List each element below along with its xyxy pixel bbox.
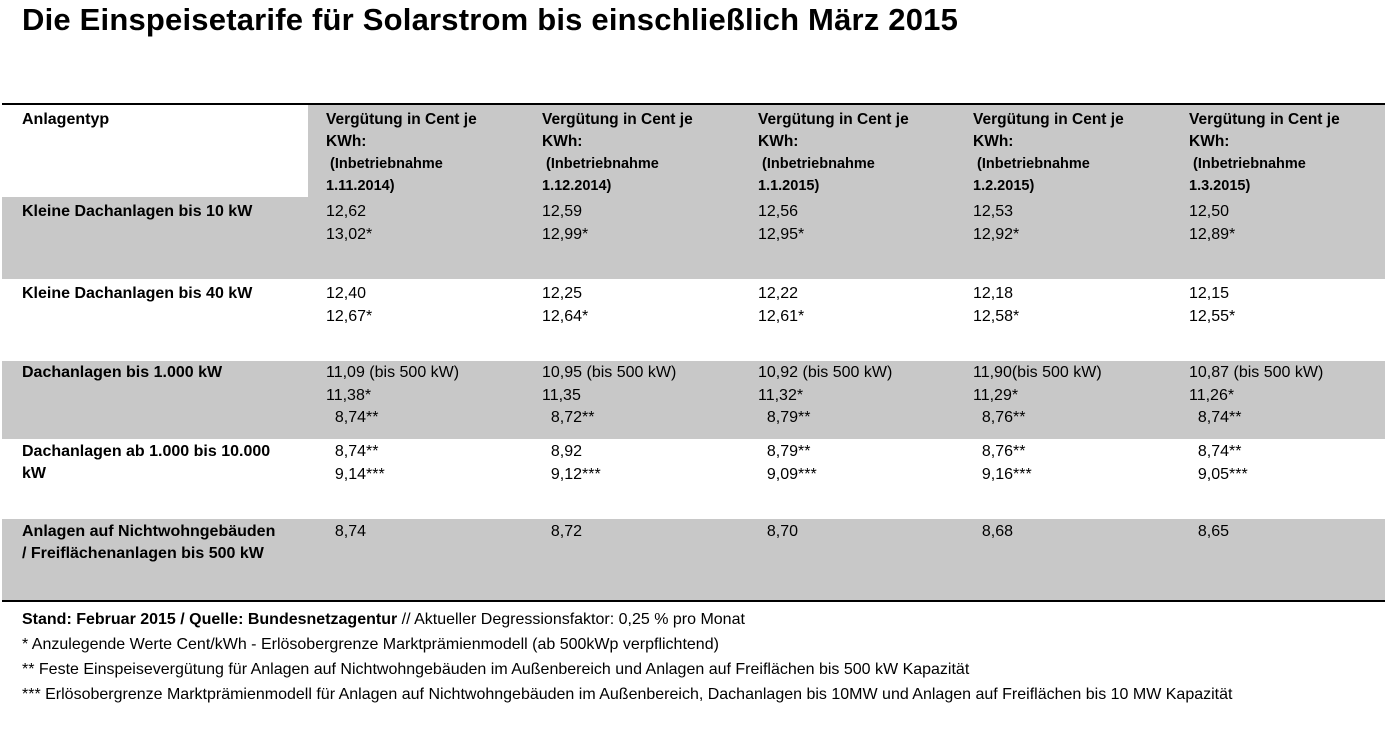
page-title: Die Einspeisetarife für Solarstrom bis einschließlich März 2015 — [22, 2, 959, 37]
table-row — [2, 361, 1385, 439]
footnote-1: * Anzulegende Werte Cent/kWh - Erlösobergrenze Marktprämienmodell (ab 500kWp verpflichtend) — [22, 636, 719, 653]
table-cell: 12,59 12,99* — [542, 203, 589, 243]
table-cell: 10,92 (bis 500 kW) 11,32* 8,79** — [758, 364, 893, 426]
table-cell: 12,25 12,64* — [542, 285, 589, 325]
row-label: Dachanlagen ab 1.000 bis 10.000 kW — [22, 443, 271, 482]
row-label: Dachanlagen bis 1.000 kW — [22, 364, 223, 381]
table-cell: 12,15 12,55* — [1189, 285, 1236, 325]
table-cell: 8,74** 9,05*** — [1189, 443, 1248, 483]
table-cell: 10,95 (bis 500 kW) 11,35 8,72** — [542, 364, 677, 426]
row-label: Anlagen auf Nichtwohngebäuden / Freiflächenanlagen bis 500 kW — [22, 523, 276, 562]
footnote-3: *** Erlösobergrenze Marktprämienmodell für Anlagen auf Nichtwohngebäuden im Außenbereich, Dachanlagen bis 10MW und Anlagen auf Freiflächen bis 10 MW Kapazität — [22, 686, 1233, 703]
table-cell: 11,90(bis 500 kW) 11,29* 8,76** — [973, 364, 1102, 426]
table-cell: 8,68 — [973, 523, 1014, 540]
table-cell: 12,50 12,89* — [1189, 203, 1236, 243]
table-cell: 8,76** 9,16*** — [973, 443, 1032, 483]
table-cell: 12,62 13,02* — [326, 203, 373, 243]
table-cell: 8,79** 9,09*** — [758, 443, 817, 483]
header-col-5: Vergütung in Cent je KWh: (Inbetriebnahme 1.3.2015) — [1189, 111, 1340, 194]
footnote-source: Stand: Februar 2015 / Quelle: Bundesnetzagentur // Aktueller Degressionsfaktor: 0,25 % pro Monat — [22, 611, 745, 628]
table-cell: 10,87 (bis 500 kW) 11,26* 8,74** — [1189, 364, 1324, 426]
row-label: Kleine Dachanlagen bis 10 kW — [22, 203, 253, 220]
header-anlagentyp: Anlagentyp — [22, 111, 110, 128]
table-row — [2, 439, 1385, 519]
table-cell: 12,40 12,67* — [326, 285, 373, 325]
header-col-3: Vergütung in Cent je KWh: (Inbetriebnahme 1.1.2015) — [758, 111, 909, 194]
table-cell: 8,74** 9,14*** — [326, 443, 385, 483]
footnote-2: ** Feste Einspeisevergütung für Anlagen auf Nichtwohngebäuden im Außenbereich und Anlagen auf Freiflächen bis 500 kW Kapazität — [22, 661, 970, 678]
table-cell: 12,56 12,95* — [758, 203, 805, 243]
table-cell: 12,53 12,92* — [973, 203, 1020, 243]
table-row — [2, 279, 1385, 361]
header-col-1: Vergütung in Cent je KWh: (Inbetriebnahme 1.11.2014) — [326, 111, 477, 194]
header-col-4: Vergütung in Cent je KWh: (Inbetriebnahme 1.2.2015) — [973, 111, 1124, 194]
table-row — [2, 197, 1385, 279]
table-cell: 12,22 12,61* — [758, 285, 805, 325]
table-cell: 12,18 12,58* — [973, 285, 1020, 325]
footnotes — [22, 607, 1232, 707]
table-cell: 8,65 — [1189, 523, 1230, 540]
table-cell: 8,70 — [758, 523, 799, 540]
header-col-2: Vergütung in Cent je KWh: (Inbetriebnahme 1.12.2014) — [542, 111, 693, 194]
row-label: Kleine Dachanlagen bis 40 kW — [22, 285, 253, 302]
table-cell: 8,72 — [542, 523, 583, 540]
table-cell: 8,74 — [326, 523, 367, 540]
table-cell: 8,92 9,12*** — [542, 443, 601, 483]
table-row — [2, 519, 1385, 600]
table-cell: 11,09 (bis 500 kW) 11,38* 8,74** — [326, 364, 460, 426]
table-bottom-rule — [2, 600, 1385, 602]
